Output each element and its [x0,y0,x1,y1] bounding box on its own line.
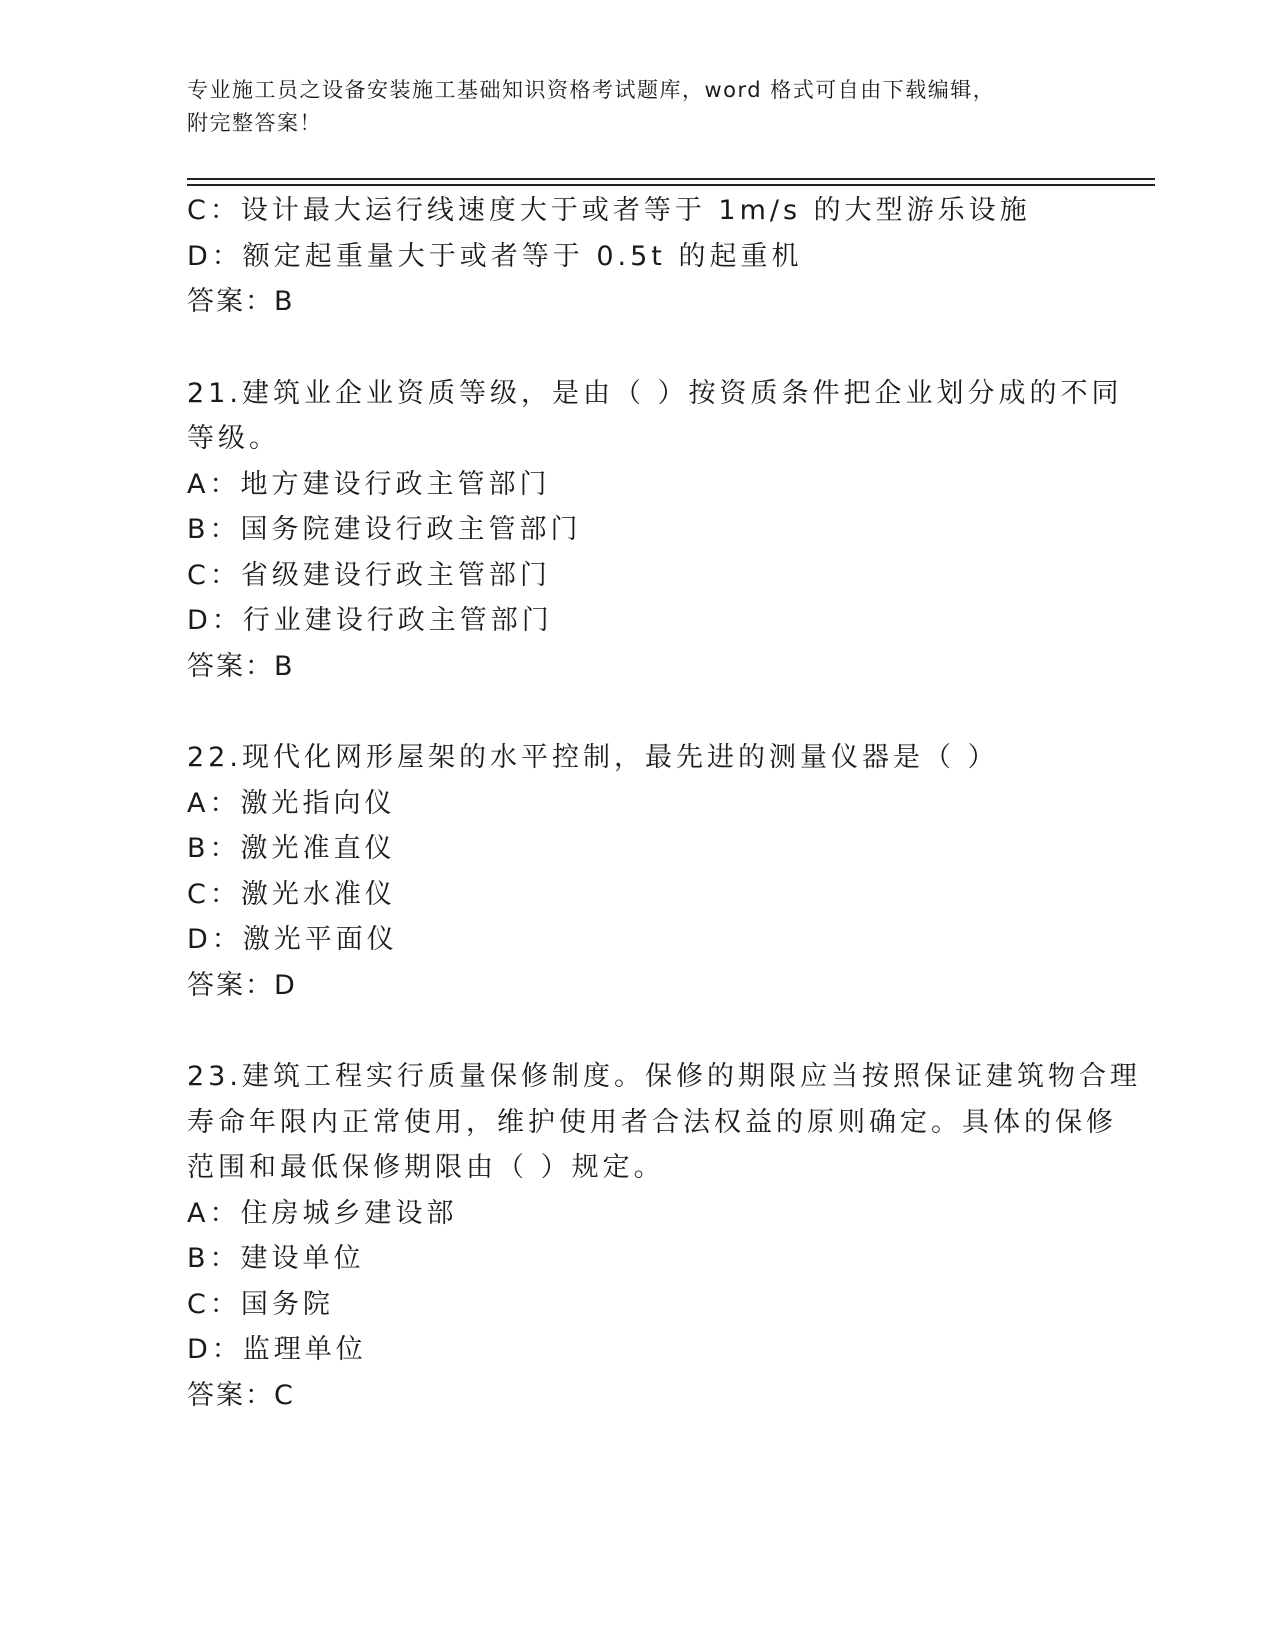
question-stem-line: 范围和最低保修期限由（ ）规定。 [187,1152,665,1183]
option-b: B：建设单位 [187,1243,365,1274]
option-b: B：激光准直仪 [187,833,396,864]
question-stem-line: 寿命年限内正常使用，维护使用者合法权益的原则确定。具体的保修 [187,1106,1117,1138]
answer-line: 答案：B [187,650,295,682]
option-d: D：监理单位 [187,1334,367,1365]
answer-line: 答案：B [187,286,295,317]
option-a: A：地方建设行政主管部门 [187,468,551,500]
question-stem-line: 23.建筑工程实行质量保修制度。保修的期限应当按照保证建筑物合理 [187,1061,1141,1092]
header-divider-top [187,178,1155,180]
option-a: A：激光指向仪 [187,787,396,819]
option-d: D：额定起重量大于或者等于 0.5t 的起重机 [187,240,803,272]
option-c: C：国务院 [187,1288,334,1320]
previous-question-tail [187,188,1087,325]
option-a: A：住房城乡建设部 [187,1197,458,1229]
document-header [187,74,1087,140]
question-stem-line: 等级。 [187,423,280,454]
option-d: D：行业建设行政主管部门 [187,605,553,636]
option-c: C：激光水准仪 [187,878,396,910]
header-line-1: 专业施工员之设备安装施工基础知识资格考试题库，word 格式可自由下载编辑， [187,78,996,102]
option-d: D：激光平面仪 [187,924,398,955]
header-line-2: 附完整答案！ [187,111,322,135]
question-stem-line: 21.建筑业企业资质等级，是由（ ）按资质条件把企业划分成的不同 [187,377,1123,409]
option-c: C：省级建设行政主管部门 [187,559,551,591]
question-stem-line: 22.现代化网形屋架的水平控制，最先进的测量仪器是（ ） [187,742,999,773]
spacer [187,689,1087,735]
header-divider-bottom [187,184,1155,186]
question-23 [187,1054,1141,1418]
answer-line: 答案：D [187,969,297,1001]
question-22 [187,735,1087,1008]
option-b: B：国务院建设行政主管部门 [187,514,582,545]
question-list [187,188,1141,1418]
answer-line: 答案：C [187,1379,295,1411]
spacer [187,325,1087,371]
question-21 [187,371,1123,690]
spacer [187,1008,1087,1054]
option-c: C：设计最大运行线速度大于或者等于 1m/s 的大型游乐设施 [187,195,1031,226]
